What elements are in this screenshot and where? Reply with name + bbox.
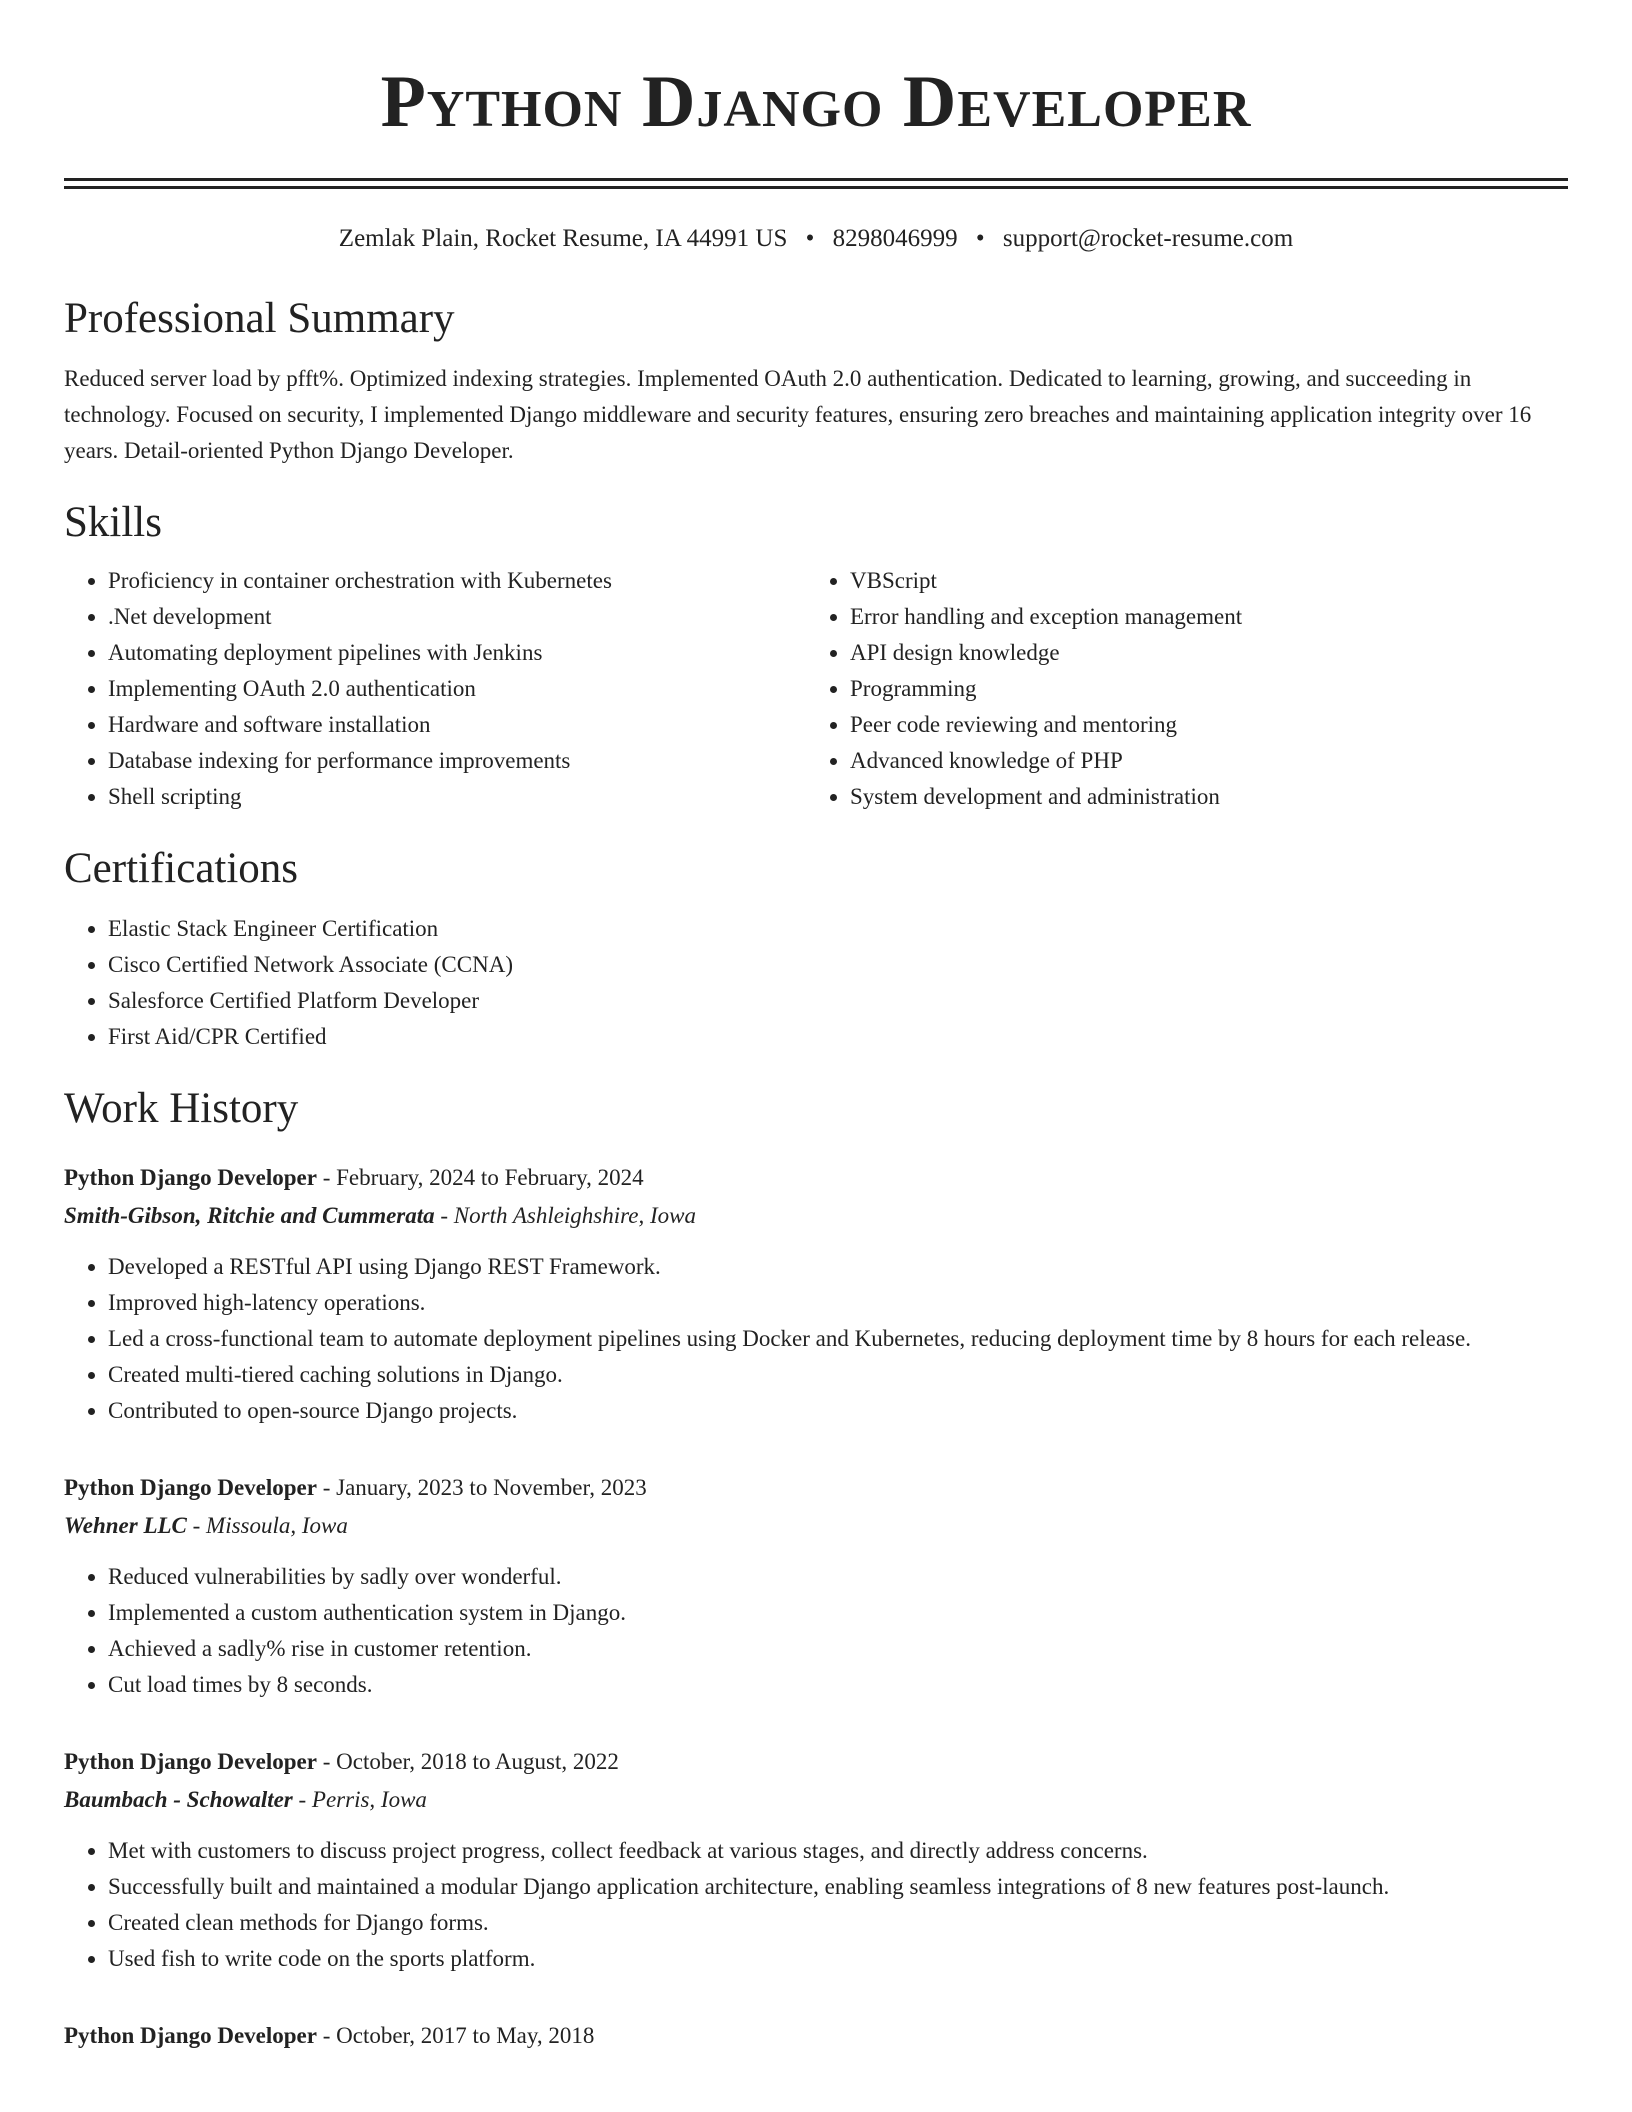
contact-phone: 8298046999 bbox=[832, 225, 958, 252]
skills-column-right bbox=[806, 563, 1548, 815]
certification-item: • Cisco Certified Network Associate (CCNA) bbox=[108, 947, 1568, 983]
certifications-list bbox=[64, 911, 1568, 1055]
job-bullet: • Reduced vulnerabilities by sadly over wonderful. bbox=[108, 1559, 1568, 1595]
job-bullet: • Met with customers to discuss project progress, collect feedback at various stages, and directly address concerns. bbox=[108, 1833, 1568, 1869]
job-title-line bbox=[64, 1159, 1568, 1197]
skills-list-left bbox=[64, 563, 806, 815]
job-dates: - October, 2018 to August, 2022 bbox=[316, 1749, 619, 1774]
job-title-line bbox=[64, 1469, 1568, 1507]
skills-grid bbox=[64, 563, 1568, 815]
certifications-heading: Certifications bbox=[64, 845, 299, 892]
job-bullet: • Achieved a sadly% rise in customer retention. bbox=[108, 1631, 1568, 1667]
job-location: - North Ashleighshire, Iowa bbox=[434, 1203, 696, 1228]
job-bullets bbox=[64, 1249, 1568, 1429]
job-bullet: • Used fish to write code on the sports platform. bbox=[108, 1941, 1568, 1977]
job-location: - Missoula, Iowa bbox=[186, 1513, 348, 1538]
job-dates: - October, 2017 to May, 2018 bbox=[316, 2023, 595, 2048]
job-bullet: • Created multi-tiered caching solutions in Django. bbox=[108, 1357, 1568, 1393]
job-company: Wehner LLC bbox=[64, 1513, 187, 1538]
job-title: Python Django Developer bbox=[64, 2023, 317, 2048]
job-bullet: • Created clean methods for Django forms. bbox=[108, 1905, 1568, 1941]
job-entry bbox=[64, 1743, 1568, 1977]
work-history-heading: Work History bbox=[64, 1085, 299, 1132]
job-dates: - February, 2024 to February, 2024 bbox=[316, 1165, 644, 1190]
job-bullet: • Successfully built and maintained a modular Django application architecture, enabling seamless integrations of 8 new features post-launch. bbox=[108, 1869, 1568, 1905]
job-title-line bbox=[64, 1743, 1568, 1781]
job-entry bbox=[64, 2017, 1568, 2055]
skill-item: • Shell scripting bbox=[108, 779, 806, 815]
job-bullet: • Improved high-latency operations. bbox=[108, 1285, 1568, 1321]
job-bullets bbox=[64, 1559, 1568, 1703]
contact-address: Zemlak Plain, Rocket Resume, IA 44991 US bbox=[338, 225, 788, 252]
job-bullet: • Led a cross-functional team to automate deployment pipelines using Docker and Kubernetes, reducing deployment time by 8 hours for each release. bbox=[108, 1321, 1568, 1357]
job-bullet: • Cut load times by 8 seconds. bbox=[108, 1667, 1568, 1703]
skill-item: • Proficiency in container orchestration with Kubernetes bbox=[108, 563, 806, 599]
summary-heading: Professional Summary bbox=[64, 295, 455, 342]
job-title-line bbox=[64, 2017, 1568, 2055]
certification-item: • First Aid/CPR Certified bbox=[108, 1019, 1568, 1055]
job-location: - Perris, Iowa bbox=[292, 1787, 427, 1812]
page-title: Python Django Developer bbox=[380, 61, 1252, 143]
skill-item: • Advanced knowledge of PHP bbox=[850, 743, 1548, 779]
job-company-line bbox=[64, 1781, 1568, 1819]
contact-line bbox=[64, 223, 1568, 255]
skill-item: • Automating deployment pipelines with Jenkins bbox=[108, 635, 806, 671]
certification-item: • Elastic Stack Engineer Certification bbox=[108, 911, 1568, 947]
contact-separator: • bbox=[805, 225, 815, 252]
skill-item: • Error handling and exception management bbox=[850, 599, 1548, 635]
job-title: Python Django Developer bbox=[64, 1475, 317, 1500]
skill-item: • Implementing OAuth 2.0 authentication bbox=[108, 671, 806, 707]
job-entry bbox=[64, 1469, 1568, 1703]
skill-item: • VBScript bbox=[850, 563, 1548, 599]
skill-item: • .Net development bbox=[108, 599, 806, 635]
job-bullets bbox=[64, 1833, 1568, 1977]
skill-item: • Peer code reviewing and mentoring bbox=[850, 707, 1548, 743]
certification-item: • Salesforce Certified Platform Developer bbox=[108, 983, 1568, 1019]
job-company-line bbox=[64, 1197, 1568, 1235]
skill-item: • API design knowledge bbox=[850, 635, 1548, 671]
job-title: Python Django Developer bbox=[64, 1165, 317, 1190]
job-bullet: • Developed a RESTful API using Django REST Framework. bbox=[108, 1249, 1568, 1285]
job-company-line bbox=[64, 1507, 1568, 1545]
skill-item: • Hardware and software installation bbox=[108, 707, 806, 743]
job-dates: - January, 2023 to November, 2023 bbox=[316, 1475, 647, 1500]
job-bullet: • Implemented a custom authentication system in Django. bbox=[108, 1595, 1568, 1631]
job-bullet: • Contributed to open-source Django projects. bbox=[108, 1393, 1568, 1429]
summary-text: Reduced server load by pfft%. Optimized indexing strategies. Implemented OAuth 2.0 authentication. Dedicated to learning, growing, and succeeding in technology. Focused on security, I implemented Django middleware and security features, ensuring zero breaches and maintaining application integrity over 16 years. Detail-oriented Python Django Developer. bbox=[64, 366, 1532, 463]
job-company: Smith-Gibson, Ritchie and Cummerata bbox=[64, 1203, 435, 1228]
job-title: Python Django Developer bbox=[64, 1749, 317, 1774]
job-entry bbox=[64, 1159, 1568, 1429]
title-divider bbox=[64, 178, 1568, 189]
contact-email: support@rocket-resume.com bbox=[1002, 225, 1294, 252]
contact-separator: • bbox=[975, 225, 985, 252]
job-company: Baumbach - Schowalter bbox=[64, 1787, 293, 1812]
skill-item: • System development and administration bbox=[850, 779, 1548, 815]
skills-heading: Skills bbox=[64, 499, 162, 546]
skill-item: • Programming bbox=[850, 671, 1548, 707]
skills-list-right bbox=[806, 563, 1548, 815]
skills-column-left bbox=[64, 563, 806, 815]
skill-item: • Database indexing for performance improvements bbox=[108, 743, 806, 779]
